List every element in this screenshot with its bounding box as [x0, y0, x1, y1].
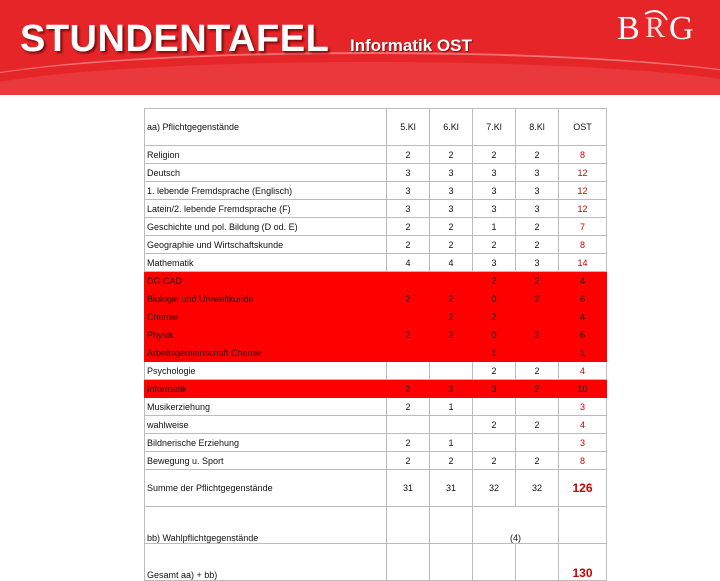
hours-k7: 2	[473, 452, 516, 470]
hours-ost: 3	[559, 434, 607, 452]
table-row	[145, 344, 607, 362]
hours-k8: 2	[516, 272, 559, 290]
hours-k5: 2	[387, 398, 430, 416]
subject-name: Informatik	[145, 380, 387, 398]
subject-name: Chemie	[145, 308, 387, 326]
subject-name: DG CAD	[145, 272, 387, 290]
hours-ost: 6	[559, 326, 607, 344]
hours-k6	[430, 362, 473, 380]
subject-name: wahlweise	[145, 416, 387, 434]
hours-k6: 2	[430, 308, 473, 326]
svg-text:G: G	[669, 10, 694, 46]
hours-k5	[387, 272, 430, 290]
hours-k8: 2	[516, 362, 559, 380]
hours-ost: 7	[559, 218, 607, 236]
subject-name: Arbeitsgemeinschaft Chemie	[145, 344, 387, 362]
hours-k6: 2	[430, 452, 473, 470]
hours-k7: 3	[473, 254, 516, 272]
hours-k8: 2	[516, 218, 559, 236]
table-row	[145, 452, 607, 470]
column-header-5kl: 5.Kl	[387, 109, 430, 146]
column-header-8kl: 8.Kl	[516, 109, 559, 146]
hours-k6	[430, 416, 473, 434]
hours-ost: 14	[559, 254, 607, 272]
hours-k6: 1	[430, 434, 473, 452]
table-row	[145, 254, 607, 272]
hours-k6	[430, 507, 473, 544]
hours-k8: 2	[516, 416, 559, 434]
hours-k5	[387, 308, 430, 326]
hours-k8	[516, 434, 559, 452]
hours-ost: 4	[559, 362, 607, 380]
hours-k6: 2	[430, 290, 473, 308]
subject-name: Gesamt aa) + bb)	[145, 544, 387, 581]
table-row	[145, 146, 607, 164]
hours-k7: 1	[473, 218, 516, 236]
table-row	[145, 200, 607, 218]
hours-k7: 2	[473, 416, 516, 434]
hours-k7: 32	[473, 470, 516, 507]
hours-k5	[387, 344, 430, 362]
hours-k7: 3	[473, 380, 516, 398]
hours-k8	[516, 344, 559, 362]
hours-k8: 3	[516, 200, 559, 218]
hours-k5	[387, 544, 430, 581]
hours-k5: 3	[387, 200, 430, 218]
hours-k8: 3	[516, 164, 559, 182]
table-header-row	[145, 109, 607, 146]
table-row	[145, 470, 607, 507]
hours-k7: 0	[473, 326, 516, 344]
hours-k8	[516, 398, 559, 416]
column-header-subject: aa) Pflichtgegenstände	[145, 109, 387, 146]
subject-name: Mathematik	[145, 254, 387, 272]
hours-k6: 3	[430, 200, 473, 218]
hours-k8	[516, 544, 559, 581]
hours-k6	[430, 544, 473, 581]
total-ost: 130	[559, 544, 607, 581]
hours-ost: 12	[559, 200, 607, 218]
header-banner	[0, 0, 720, 95]
hours-k7: 2	[473, 272, 516, 290]
gesamt-row	[145, 544, 607, 581]
table-row	[145, 380, 607, 398]
hours-k5	[387, 362, 430, 380]
hours-ost: 8	[559, 452, 607, 470]
table-row	[145, 434, 607, 452]
hours-k6: 3	[430, 380, 473, 398]
subject-name: Deutsch	[145, 164, 387, 182]
hours-k5	[387, 416, 430, 434]
hours-k5: 2	[387, 380, 430, 398]
wahlpflicht-row	[145, 507, 607, 544]
wahlpflicht-value: (4)	[473, 507, 559, 544]
hours-k5	[387, 507, 430, 544]
table-row	[145, 290, 607, 308]
subject-name: Summe der Pflichtgegenstände	[145, 470, 387, 507]
table-row	[145, 416, 607, 434]
hours-k8: 2	[516, 290, 559, 308]
table-row	[145, 326, 607, 344]
column-header-6kl: 6.Kl	[430, 109, 473, 146]
hours-k5: 31	[387, 470, 430, 507]
hours-k7	[473, 434, 516, 452]
subject-name: Geschichte und pol. Bildung (D od. E)	[145, 218, 387, 236]
hours-k8: 3	[516, 254, 559, 272]
hours-ost: 12	[559, 182, 607, 200]
hours-k5: 3	[387, 164, 430, 182]
hours-k5: 4	[387, 254, 430, 272]
hours-k8: 2	[516, 236, 559, 254]
hours-k7: 3	[473, 164, 516, 182]
school-logo	[615, 6, 705, 46]
subject-name: bb) Wahlpflichtgegenstände	[145, 507, 387, 544]
hours-k6: 2	[430, 236, 473, 254]
hours-ost: 8	[559, 236, 607, 254]
subject-name: Geographie und Wirtschaftskunde	[145, 236, 387, 254]
hours-k7: 3	[473, 200, 516, 218]
page-subtitle: Informatik OST	[350, 36, 472, 55]
hours-ost: 10	[559, 380, 607, 398]
hours-k5: 3	[387, 182, 430, 200]
hours-ost: 1	[559, 344, 607, 362]
hours-ost: 4	[559, 308, 607, 326]
stundentafel-table	[144, 108, 607, 581]
table-row	[145, 236, 607, 254]
hours-ost: 6	[559, 290, 607, 308]
hours-k8: 32	[516, 470, 559, 507]
hours-k7: 2	[473, 362, 516, 380]
hours-ost: 4	[559, 272, 607, 290]
hours-k7	[473, 544, 516, 581]
hours-k7: 3	[473, 182, 516, 200]
hours-k6	[430, 344, 473, 362]
hours-k7: 1	[473, 344, 516, 362]
subject-name: Musikerziehung	[145, 398, 387, 416]
hours-ost: 126	[559, 470, 607, 507]
svg-text:R: R	[645, 11, 666, 44]
hours-k6	[430, 272, 473, 290]
column-header-7kl: 7.Kl	[473, 109, 516, 146]
subject-name: Bewegung u. Sport	[145, 452, 387, 470]
hours-k5: 2	[387, 146, 430, 164]
hours-k5: 2	[387, 326, 430, 344]
table-row	[145, 164, 607, 182]
hours-k6: 3	[430, 182, 473, 200]
subject-name: Physik	[145, 326, 387, 344]
hours-ost: 8	[559, 146, 607, 164]
table-row	[145, 218, 607, 236]
page-title: STUNDENTAFEL	[20, 18, 330, 60]
hours-k5: 2	[387, 218, 430, 236]
table-row	[145, 182, 607, 200]
table-row	[145, 308, 607, 326]
hours-k6: 1	[430, 398, 473, 416]
hours-k5: 2	[387, 452, 430, 470]
hours-k6: 31	[430, 470, 473, 507]
hours-ost: 4	[559, 416, 607, 434]
hours-k6: 3	[430, 164, 473, 182]
hours-k8: 2	[516, 452, 559, 470]
hours-k6: 2	[430, 218, 473, 236]
hours-k8: 2	[516, 146, 559, 164]
subject-name: Religion	[145, 146, 387, 164]
table-row	[145, 398, 607, 416]
hours-ost: 3	[559, 398, 607, 416]
hours-k8: 3	[516, 182, 559, 200]
subject-name: Biologie und Umweltkunde	[145, 290, 387, 308]
hours-ost: 12	[559, 164, 607, 182]
hours-k7: 2	[473, 146, 516, 164]
hours-k6: 2	[430, 146, 473, 164]
subject-name: 1. lebende Fremdsprache (Englisch)	[145, 182, 387, 200]
hours-k5: 2	[387, 290, 430, 308]
hours-k8: 2	[516, 326, 559, 344]
subject-name: Bildnerische Erziehung	[145, 434, 387, 452]
hours-k6: 2	[430, 326, 473, 344]
subject-name: Latein/2. lebende Fremdsprache (F)	[145, 200, 387, 218]
hours-k8	[516, 308, 559, 326]
hours-k7	[473, 398, 516, 416]
column-header-ost: OST	[559, 109, 607, 146]
hours-k7: 2	[473, 236, 516, 254]
hours-ost	[559, 507, 607, 544]
hours-k5: 2	[387, 434, 430, 452]
hours-k8: 2	[516, 380, 559, 398]
hours-k7: 2	[473, 308, 516, 326]
hours-k5: 2	[387, 236, 430, 254]
table-row	[145, 362, 607, 380]
table-row	[145, 272, 607, 290]
subject-name: Psychologie	[145, 362, 387, 380]
hours-k7: 0	[473, 290, 516, 308]
hours-k6: 4	[430, 254, 473, 272]
svg-text:B: B	[617, 10, 640, 46]
